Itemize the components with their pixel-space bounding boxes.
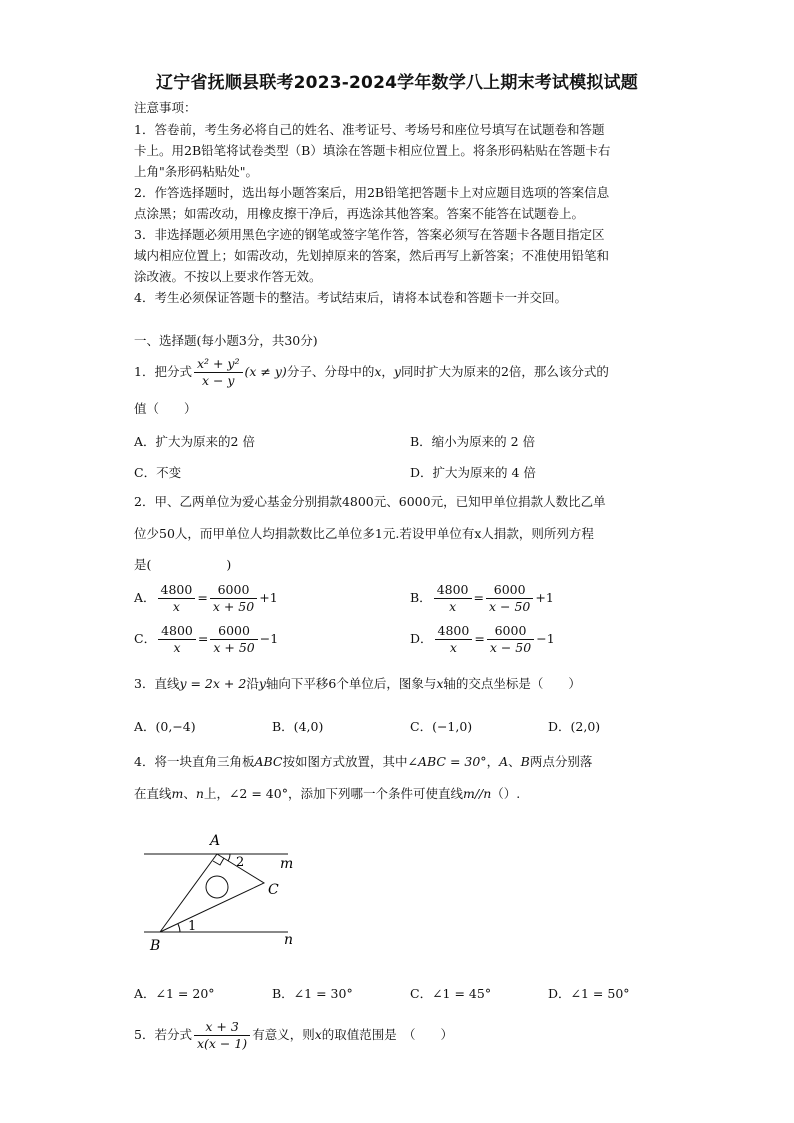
- q2-option-d[interactable]: [410, 623, 555, 656]
- q3-option-a[interactable]: A．(0,−4): [134, 719, 196, 734]
- q1-text-a: 分子、分母中的: [286, 364, 375, 379]
- equals: =: [473, 590, 484, 605]
- q3-option-c[interactable]: C．(−1,0): [410, 719, 473, 734]
- q1-option-a[interactable]: A．扩大为原来的2 倍: [134, 434, 255, 449]
- q3-axis-x: x: [436, 676, 444, 691]
- q3-prefix: 3．直线: [134, 676, 180, 691]
- q1-var-x: x: [374, 364, 382, 379]
- label-angle-1: 1: [188, 919, 197, 934]
- q4-parallel: m//n: [462, 786, 492, 801]
- q4-text: 按如图方式放置，其中∠: [282, 754, 418, 769]
- q4-text: （）.: [491, 786, 521, 801]
- triangle-hole: [206, 876, 228, 898]
- tail: −1: [536, 631, 555, 646]
- q1-line-2: 值（ ）: [134, 401, 197, 416]
- q2-option-c[interactable]: [134, 623, 278, 656]
- q4-text: 、: [508, 754, 521, 769]
- label-a: A: [210, 833, 221, 849]
- label-m: m: [280, 856, 294, 872]
- q4-line-n: n: [195, 786, 204, 801]
- option-label: D．: [410, 631, 433, 646]
- notice-line: 点涂黑；如需改动，用橡皮擦干净后，再选涂其他答案。答案不能答在试题卷上。: [134, 206, 585, 221]
- q1-var-y: y: [393, 364, 401, 379]
- q4-point-a: A: [499, 754, 509, 769]
- q1-fraction: [194, 356, 243, 389]
- question-3: [134, 676, 581, 692]
- q4-triangle-abc: ABC: [254, 754, 283, 769]
- label-n: n: [284, 932, 294, 948]
- q5-fraction: [194, 1019, 250, 1052]
- numerator: 4800: [158, 582, 196, 599]
- q5-prefix: 5．若分式: [134, 1027, 192, 1042]
- option-label: A．: [134, 590, 156, 605]
- fraction: [487, 623, 534, 656]
- fraction: [158, 582, 196, 615]
- page-title: 辽宁省抚顺县联考2023-2024学年数学八上期末考试模拟试题: [156, 73, 638, 93]
- tail: +1: [535, 590, 554, 605]
- tail: −1: [259, 631, 279, 646]
- question-5: [134, 1016, 453, 1054]
- equals: =: [197, 590, 208, 605]
- fraction: [435, 623, 473, 656]
- q3-option-b[interactable]: B．(4,0): [272, 719, 324, 734]
- label-angle-2: 2: [236, 855, 245, 870]
- notice-line: 域内相应位置上；如需改动，先划掉原来的答案，然后再写上新答案；不准使用铅笔和: [134, 248, 610, 263]
- numerator: 4800: [435, 623, 473, 640]
- denominator: x: [172, 599, 180, 614]
- q1-frac-den: x − y: [201, 373, 235, 388]
- q5-text: 的取值范围是 （ ）: [321, 1027, 454, 1042]
- label-b: B: [150, 938, 161, 954]
- q5-frac-num: x + 3: [194, 1019, 250, 1036]
- q1-frac-num: x² + y²: [194, 356, 243, 373]
- q5-text: 有意义，则: [252, 1027, 315, 1042]
- notice-heading: 注意事项：: [134, 100, 197, 115]
- equals: =: [197, 631, 209, 646]
- q3-post: 轴的交点坐标是（ ）: [443, 676, 581, 691]
- label-c: C: [268, 882, 279, 898]
- notice-line: 1．答卷前，考生务必将自己的姓名、准考证号、考场号和座位号填写在试题卷和答题: [134, 122, 605, 137]
- q5-frac-den: x(x − 1): [196, 1036, 248, 1051]
- q1-sep: ，: [381, 364, 394, 379]
- q1-prefix: 1．把分式: [134, 364, 192, 379]
- q3-mid: 沿: [246, 676, 259, 691]
- angle-2-arc: [228, 854, 230, 861]
- numerator: 4800: [158, 623, 196, 640]
- numerator: 6000: [486, 582, 533, 599]
- notice-line: 卡上。用2B铅笔将试卷类型（B）填涂在答题卡相应位置上。将条形码粘贴在答题卡右: [134, 143, 611, 158]
- angle-1-arc: [178, 924, 180, 932]
- option-label: C．: [134, 631, 157, 646]
- triangle-abc: [160, 854, 264, 932]
- q2-option-b[interactable]: [410, 582, 554, 615]
- q3-text: 轴向下平移6个单位后，图象与: [265, 676, 437, 691]
- q3-option-d[interactable]: D．(2,0): [548, 719, 601, 734]
- q4-option-b[interactable]: B．∠1 = 30°: [272, 986, 353, 1001]
- denominator: x: [449, 640, 457, 655]
- option-label: B．: [410, 590, 432, 605]
- q5-var-x: x: [314, 1027, 322, 1042]
- q4-figure: [130, 828, 310, 958]
- q1-option-d[interactable]: D．扩大为原来的 4 倍: [410, 465, 536, 480]
- notice-line: 涂改液。不按以上要求作答无效。: [134, 269, 322, 284]
- q4-option-a[interactable]: A．∠1 = 20°: [134, 986, 215, 1001]
- fraction: [486, 582, 533, 615]
- denominator: x − 50: [489, 640, 532, 655]
- question-4-line-1: [134, 754, 592, 770]
- q3-axis-y: y: [258, 676, 266, 691]
- denominator: x: [449, 599, 457, 614]
- right-angle-mark: [213, 858, 224, 865]
- notice-line: 上角"条形码粘贴处"。: [134, 164, 258, 179]
- q4-line-m: m: [171, 786, 184, 801]
- q4-text: 上，∠2 = 40°，添加下列哪一个条件可使直线: [203, 786, 463, 801]
- q4-point-b: B: [520, 754, 530, 769]
- denominator: x − 50: [488, 599, 531, 614]
- q3-equation: y = 2x + 2: [179, 676, 247, 691]
- notice-line: 3．非选择题必须用黑色字迹的钢笔或签字笔作答，答案必须写在答题卡各题目指定区: [134, 227, 605, 242]
- question-4-line-2: [134, 786, 520, 802]
- q4-text: 4．将一块直角三角板: [134, 754, 255, 769]
- section-heading: 一、选择题(每小题3分，共30分): [134, 333, 318, 348]
- q2-line-1: 2．甲、乙两单位为爱心基金分别捐款4800元、6000元，已知甲单位捐款人数比乙单: [134, 494, 606, 509]
- q4-text: 两点分别落: [529, 754, 593, 769]
- numerator: 6000: [487, 623, 534, 640]
- q1-option-b[interactable]: B．缩小为原来的 2 倍: [410, 434, 536, 449]
- q4-option-d[interactable]: D．∠1 = 50°: [548, 986, 630, 1001]
- q2-line-2: 位少50人，而甲单位人均捐款数比乙单位多1元.若设甲单位有x人捐款，则所列方程: [134, 526, 594, 541]
- numerator: 6000: [210, 582, 257, 599]
- fraction: [158, 623, 196, 656]
- fraction: [210, 623, 257, 656]
- q4-option-c[interactable]: C．∠1 = 45°: [410, 986, 492, 1001]
- q4-angle: ABC = 30°: [417, 754, 487, 769]
- q1-condition: (x ≠ y): [244, 364, 287, 379]
- q4-text: 在直线: [134, 786, 172, 801]
- q2-line-3: 是( ): [134, 557, 232, 572]
- numerator: 6000: [210, 623, 257, 640]
- denominator: x + 50: [213, 640, 255, 655]
- notice-line: 2．作答选择题时，选出每小题答案后，用2B铅笔把答题卡上对应题目选项的答案信息: [134, 185, 610, 200]
- q4-text: ，: [486, 754, 500, 769]
- numerator: 4800: [434, 582, 472, 599]
- q1-text-b: 同时扩大为原来的2倍，那么该分式的: [400, 364, 609, 379]
- question-1: [134, 354, 609, 390]
- fraction: [210, 582, 257, 615]
- q4-text: 、: [183, 786, 196, 801]
- fraction: [434, 582, 472, 615]
- denominator: x: [173, 640, 181, 655]
- equals: =: [474, 631, 485, 646]
- tail: +1: [259, 590, 278, 605]
- q2-option-a[interactable]: [134, 582, 278, 615]
- notice-line: 4．考生必须保证答题卡的整洁。考试结束后，请将本试卷和答题卡一并交回。: [134, 290, 567, 305]
- q1-option-c[interactable]: C．不变: [134, 465, 182, 480]
- denominator: x + 50: [212, 599, 255, 614]
